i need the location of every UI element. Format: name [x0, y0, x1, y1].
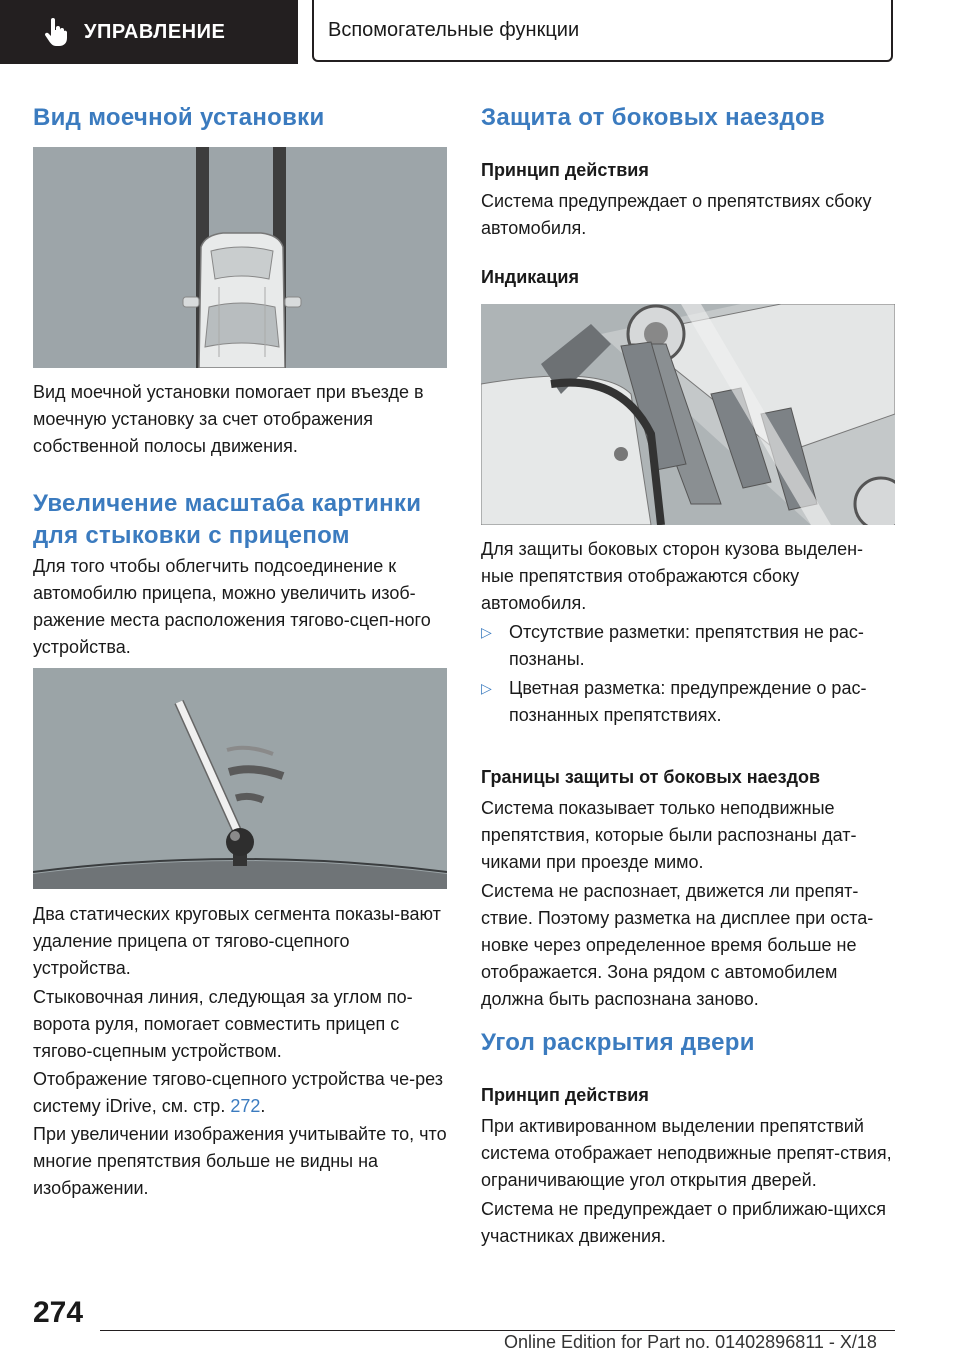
page-header: [0, 0, 960, 66]
hitch-display-description: Отображение тягово-сцепного устройства че-рез систему iDrive, см. стр. 272.: [33, 1069, 443, 1116]
trailer-hitch-view-image: [33, 668, 447, 889]
footer-divider: [100, 1330, 895, 1331]
zoom-warning-description: При увеличении изображения учитывайте то, что многие препятствия больше не видны на изображении.: [33, 1124, 447, 1198]
limits-detail: Система не распознает, движется ли препят-ствие. Поэтому разметка на дисплее при оста-новке через определенное время больше не отображается. Зона рядом с автомобилем должна быть распознана заново.: [481, 881, 874, 1009]
car-wash-description: Вид моечной установки помогает при въезде в моечную установку за счет отображения собственной полосы движения.: [33, 382, 424, 456]
pointing-hand-icon: [40, 17, 70, 47]
limits-description: Система показывает только неподвижные препятствия, которые были распознаны дат-чиками при проезде мимо.: [481, 798, 857, 872]
principle-description: Система предупреждает о препятствиях сбоку автомобиля.: [481, 191, 872, 238]
heading-indication: Индикация: [481, 267, 579, 287]
triangle-bullet-icon: ▷: [481, 624, 492, 640]
docking-line-description: Стыковочная линия, следующая за углом по-ворота руля, помогает совместить прицеп с тягово-сцепным устройством.: [33, 987, 413, 1061]
section-title-car-wash: Вид моечной установки: [33, 104, 325, 131]
heading-principle-door: Принцип действия: [481, 1085, 649, 1105]
footer-edition: Online Edition for Part no. 01402896811 - X/18: [504, 1332, 877, 1352]
segments-description: Два статических круговых сегмента показы-вают удаление прицепа от тягово-сцепного устройства.: [33, 904, 441, 978]
side-protection-view-image: [481, 304, 895, 525]
triangle-bullet-icon: ▷: [481, 680, 492, 696]
page-link-272[interactable]: 272: [230, 1096, 261, 1116]
car-wash-view-image: [33, 147, 447, 368]
trailer-zoom-description: Для того чтобы облегчить подсоединение к автомобилю прицепа, можно увеличить изоб-ражение места расположения тягово-сцеп-ного устройства.: [33, 556, 431, 657]
section-title-door-angle: Угол раскрытия двери: [481, 1029, 755, 1056]
heading-limits: Границы защиты от боковых наездов: [481, 767, 821, 787]
section-title-trailer-zoom: Увеличение масштаба картинки для стыковки с прицепом: [33, 490, 422, 549]
section-tab: [0, 0, 298, 64]
chapter-title: Вспомогательные функции: [312, 0, 893, 62]
section-label: УПРАВЛЕНИЕ: [84, 20, 226, 43]
page-number: 274: [33, 1296, 84, 1329]
heading-principle: Принцип действия: [481, 160, 649, 180]
door-principle-description: При активированном выделении препятствий система отображает неподвижные препят-ствия, ограничивающие угол открытия дверей.: [481, 1116, 892, 1190]
door-warning-description: Система не предупреждает о приближаю-щихся участниках движения.: [481, 1199, 886, 1246]
indication-description: Для защиты боковых сторон кузова выделен-ные препятствия отображаются сбоку автомобиля.: [481, 539, 864, 613]
section-title-side-protection: Защита от боковых наездов: [481, 104, 826, 131]
